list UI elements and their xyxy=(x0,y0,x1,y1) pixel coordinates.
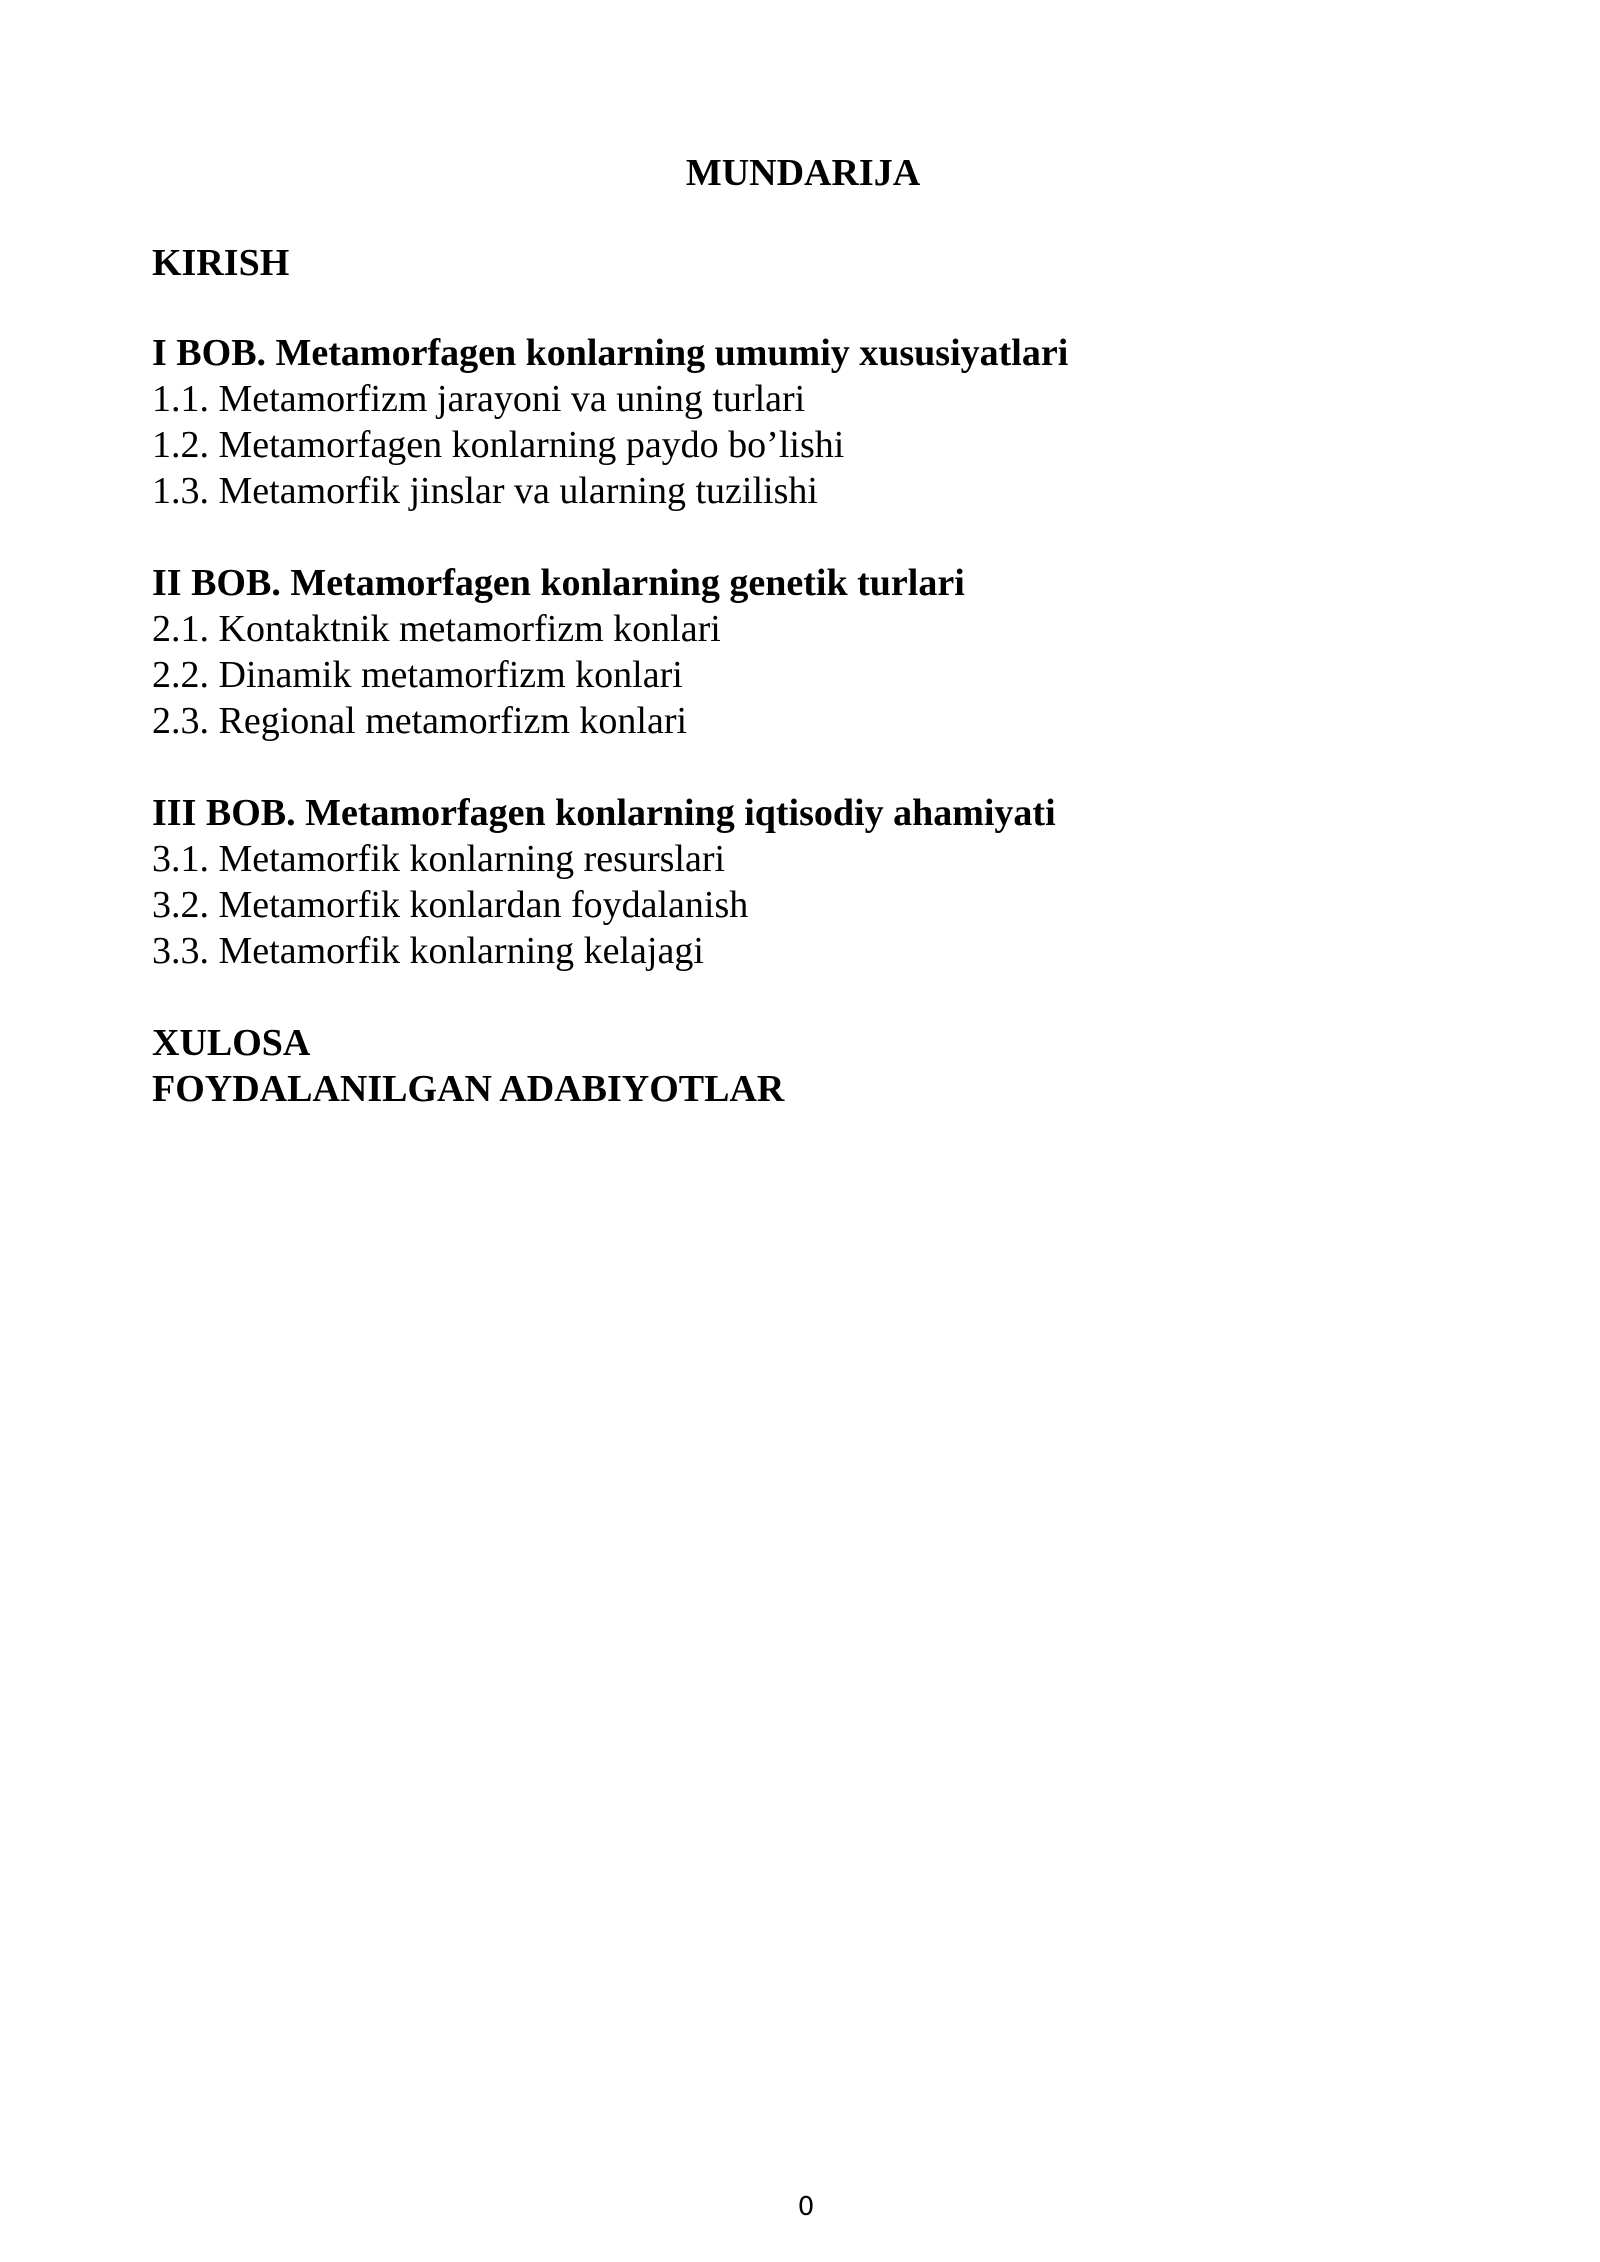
toc-section: 2.1. Kontaktnik metamorfizm konlari xyxy=(152,608,721,650)
toc-chapter-3 xyxy=(152,790,1452,974)
toc-section: 3.3. Metamorfik konlarning kelajagi xyxy=(152,930,704,972)
toc-section: 1.1. Metamorfizm jarayoni va uning turlari xyxy=(152,378,806,420)
chapter-heading: II BOB. Metamorfagen konlarning genetik turlari xyxy=(152,562,965,604)
toc-section: 1.3. Metamorfik jinslar va ularning tuzilishi xyxy=(152,470,818,512)
chapter-heading: I BOB. Metamorfagen konlarning umumiy xususiyatlari xyxy=(152,332,1069,374)
toc-chapter-1 xyxy=(152,330,1452,514)
chapter-heading: III BOB. Metamorfagen konlarning iqtisodiy ahamiyati xyxy=(152,792,1056,834)
toc-section: 3.2. Metamorfik konlardan foydalanish xyxy=(152,884,749,926)
toc-section: 2.2. Dinamik metamorfizm konlari xyxy=(152,654,683,696)
toc-entry-references: FOYDALANILGAN ADABIYOTLAR xyxy=(152,1068,785,1110)
toc-chapter-2 xyxy=(152,560,1452,744)
page-title: MUNDARIJA xyxy=(685,152,921,194)
toc-entry-intro: KIRISH xyxy=(152,242,290,284)
toc-section: 1.2. Metamorfagen konlarning paydo bo’lishi xyxy=(152,424,845,466)
toc-entry-conclusion: XULOSA xyxy=(152,1022,311,1064)
toc-section: 2.3. Regional metamorfizm konlari xyxy=(152,700,688,742)
toc-section: 3.1. Metamorfik konlarning resurslari xyxy=(152,838,726,880)
page-number: 0 xyxy=(797,2192,815,2222)
table-of-contents xyxy=(152,240,1452,1112)
